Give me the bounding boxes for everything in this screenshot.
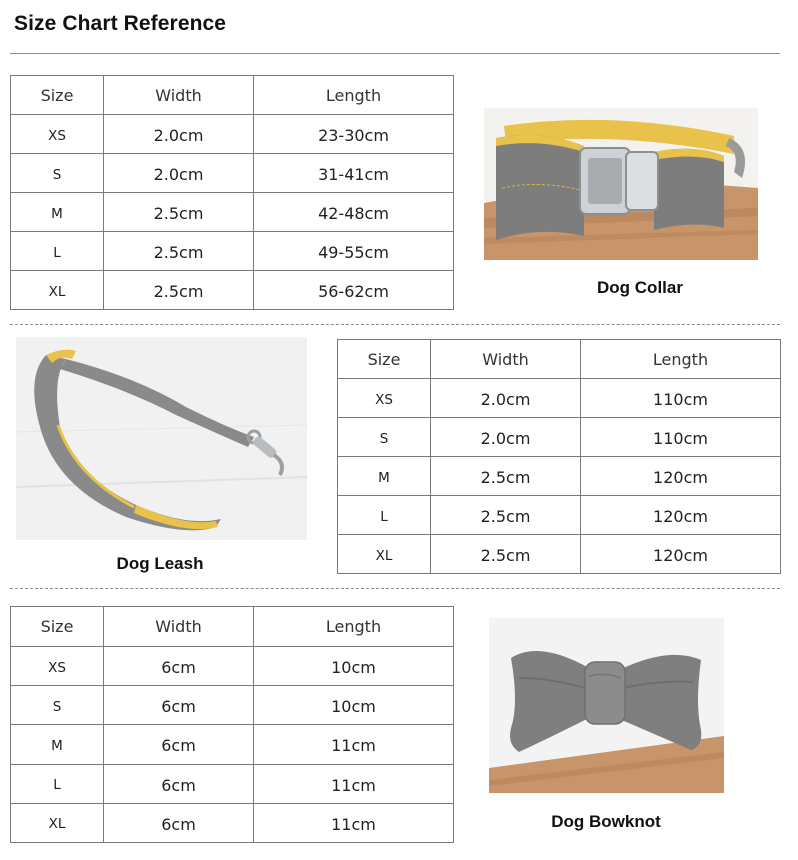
width-header: Width xyxy=(104,607,254,647)
table-row xyxy=(11,725,454,764)
length-header: Length xyxy=(254,607,454,647)
width-cell: 2.5cm xyxy=(104,193,254,232)
length-cell: 31-41cm xyxy=(254,154,454,193)
table-row xyxy=(11,647,454,686)
length-cell: 110cm xyxy=(581,418,781,457)
table-row xyxy=(11,193,454,232)
size-cell: M xyxy=(11,193,104,232)
leash-size-table xyxy=(337,339,781,574)
title-divider xyxy=(10,53,780,54)
width-cell: 6cm xyxy=(104,686,254,725)
size-cell: XL xyxy=(11,271,104,310)
page-title: Size Chart Reference xyxy=(14,12,227,35)
table-row xyxy=(338,379,781,418)
section-divider xyxy=(10,588,780,589)
width-cell: 2.5cm xyxy=(431,535,581,574)
length-header: Length xyxy=(254,76,454,115)
size-cell: M xyxy=(338,457,431,496)
length-cell: 120cm xyxy=(581,457,781,496)
dog-bowknot-photo xyxy=(489,618,724,793)
dog-leash-caption: Dog Leash xyxy=(116,554,204,573)
length-header: Length xyxy=(581,340,781,379)
length-cell: 11cm xyxy=(254,803,454,842)
size-cell: XS xyxy=(11,647,104,686)
table-row xyxy=(338,457,781,496)
section-divider xyxy=(10,324,780,325)
size-cell: XL xyxy=(338,535,431,574)
length-cell: 120cm xyxy=(581,535,781,574)
width-cell: 2.5cm xyxy=(104,271,254,310)
length-cell: 56-62cm xyxy=(254,271,454,310)
dog-leash-photo xyxy=(16,337,307,540)
size-header: Size xyxy=(11,76,104,115)
table-row xyxy=(338,535,781,574)
length-cell: 120cm xyxy=(581,496,781,535)
size-header: Size xyxy=(11,607,104,647)
size-cell: L xyxy=(338,496,431,535)
size-cell: L xyxy=(11,232,104,271)
width-cell: 2.5cm xyxy=(104,232,254,271)
table-row xyxy=(11,764,454,803)
length-cell: 10cm xyxy=(254,686,454,725)
table-row xyxy=(11,271,454,310)
size-cell: S xyxy=(11,154,104,193)
table-row xyxy=(11,154,454,193)
size-cell: M xyxy=(11,725,104,764)
size-cell: S xyxy=(338,418,431,457)
table-row xyxy=(11,686,454,725)
width-cell: 6cm xyxy=(104,725,254,764)
length-cell: 110cm xyxy=(581,379,781,418)
size-cell: L xyxy=(11,764,104,803)
width-cell: 2.0cm xyxy=(104,154,254,193)
length-cell: 10cm xyxy=(254,647,454,686)
width-cell: 6cm xyxy=(104,803,254,842)
table-row xyxy=(11,232,454,271)
width-cell: 6cm xyxy=(104,764,254,803)
size-cell: XL xyxy=(11,803,104,842)
table-row xyxy=(338,496,781,535)
length-cell: 42-48cm xyxy=(254,193,454,232)
width-cell: 2.5cm xyxy=(431,496,581,535)
length-cell: 23-30cm xyxy=(254,115,454,154)
size-cell: S xyxy=(11,686,104,725)
table-row xyxy=(338,418,781,457)
size-header: Size xyxy=(338,340,431,379)
length-cell: 49-55cm xyxy=(254,232,454,271)
width-header: Width xyxy=(104,76,254,115)
width-cell: 2.0cm xyxy=(431,379,581,418)
size-cell: XS xyxy=(11,115,104,154)
width-cell: 2.0cm xyxy=(104,115,254,154)
width-cell: 2.0cm xyxy=(431,418,581,457)
table-row xyxy=(11,115,454,154)
width-header: Width xyxy=(431,340,581,379)
bowknot-size-table xyxy=(10,606,454,843)
dog-bowknot-caption: Dog Bowknot xyxy=(551,812,661,831)
collar-size-table xyxy=(10,75,454,310)
width-cell: 2.5cm xyxy=(431,457,581,496)
length-cell: 11cm xyxy=(254,725,454,764)
width-cell: 6cm xyxy=(104,647,254,686)
table-row xyxy=(11,803,454,842)
dog-collar-photo xyxy=(484,108,758,260)
length-cell: 11cm xyxy=(254,764,454,803)
dog-collar-caption: Dog Collar xyxy=(597,278,683,297)
size-cell: XS xyxy=(338,379,431,418)
